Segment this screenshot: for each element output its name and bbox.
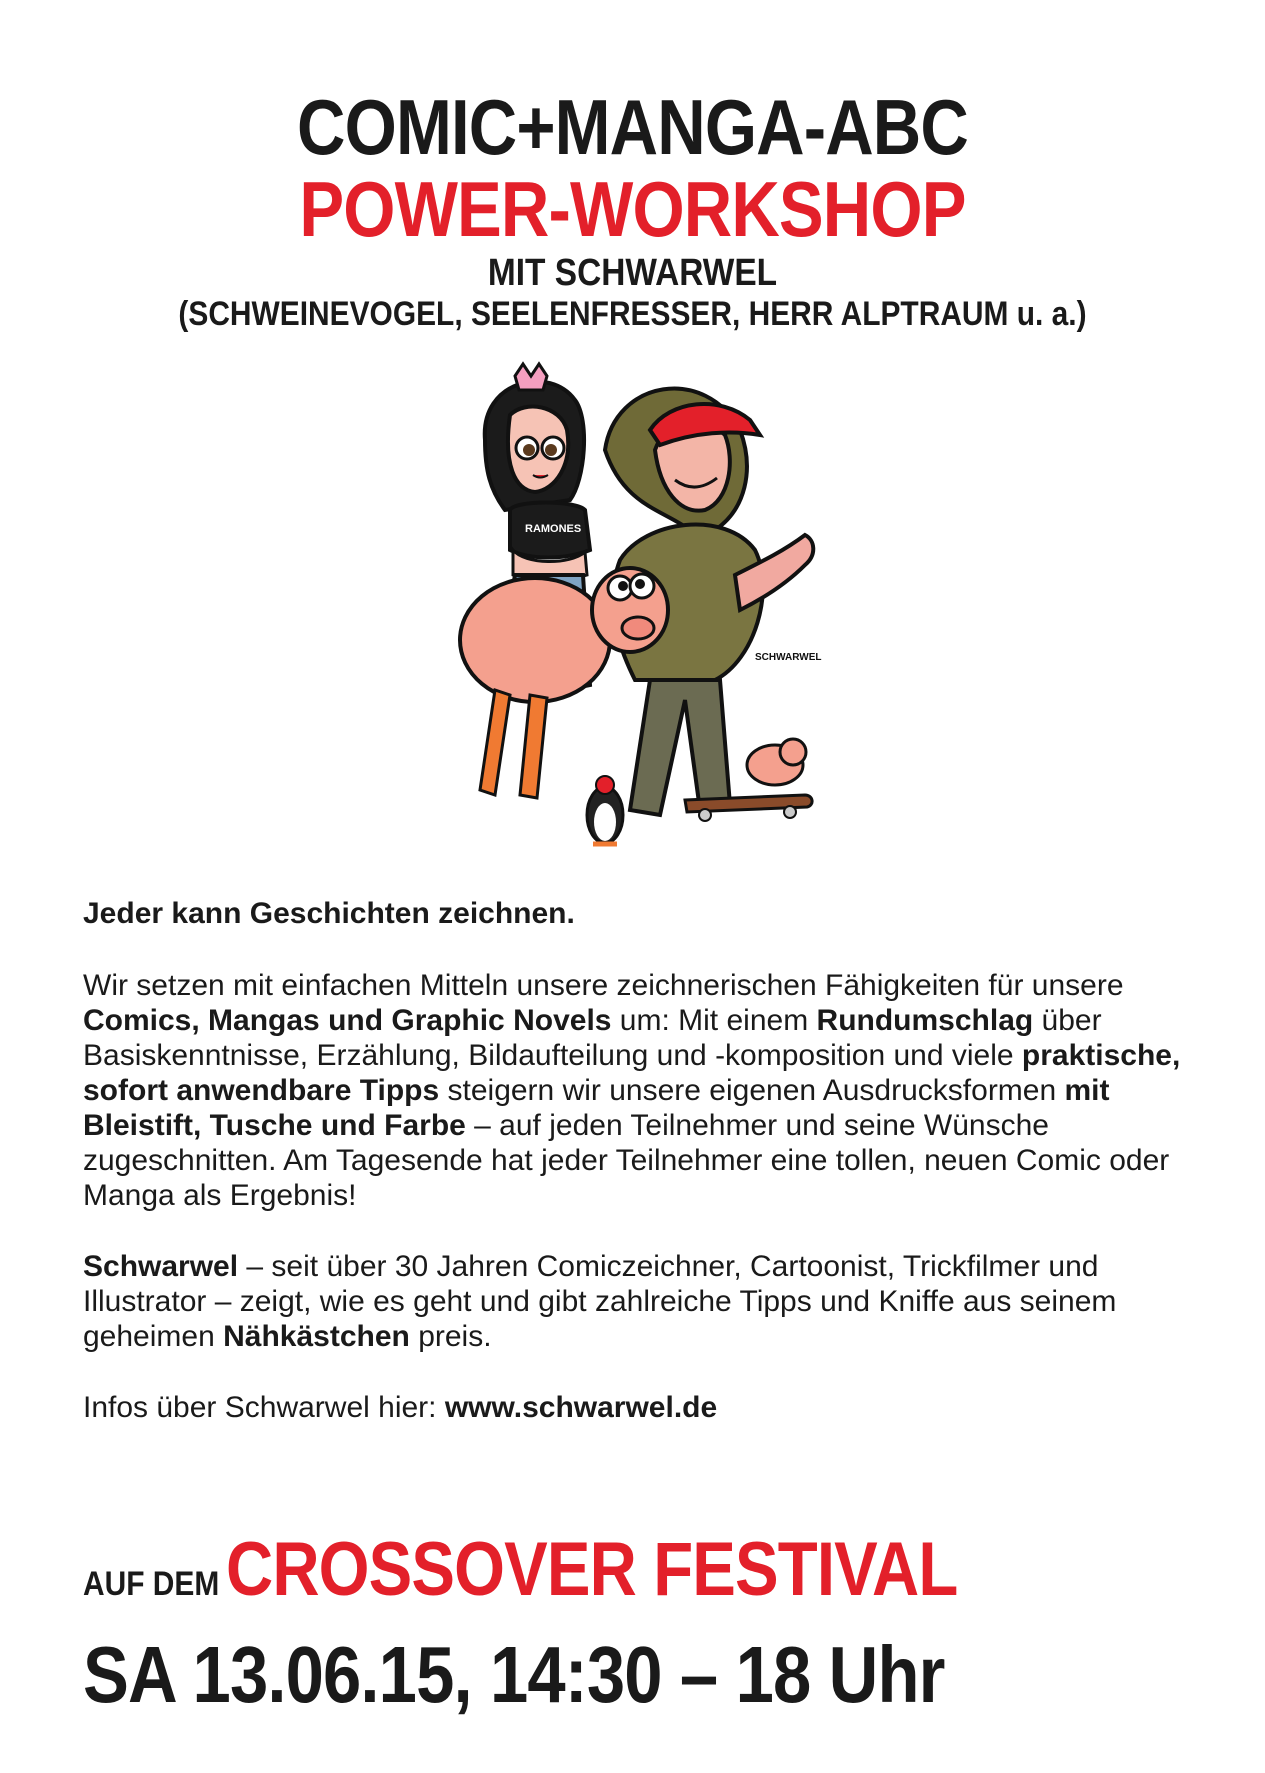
text-span: – seit über 30 Jahren Comiczeichner, Cartoonist, Trickfilmer und Illustrator – zeigt, wie es geht und gibt zahlreiche Tipps und Kniffe aus seinem geheimen bbox=[83, 1250, 1117, 1353]
title-line-2: POWER-WORKSHOP bbox=[299, 165, 966, 253]
text-span: um: Mit einem bbox=[611, 1004, 817, 1037]
bold-span: Nähkästchen bbox=[223, 1320, 410, 1353]
small-pig-character bbox=[747, 739, 806, 785]
shirt-text: RAMONES bbox=[525, 523, 582, 535]
bold-span: Rundumschlag bbox=[816, 1004, 1034, 1037]
bold-span: mit Bleistift, Tusche und Farbe bbox=[83, 1074, 1110, 1142]
bold-span: praktische, sofort anwendbare Tipps bbox=[83, 1039, 1181, 1107]
text-span: – auf jeden Teilnehmer und seine Wünsche zugeschnitten. Am Tagesende hat jeder Teilnehmer eine tollen, neuen Comic oder Manga als Ergebnis! bbox=[83, 1109, 1170, 1212]
subtitle-line-1: MIT SCHWARWEL bbox=[487, 252, 778, 294]
event-line bbox=[83, 1528, 1203, 1633]
body-text bbox=[83, 896, 1193, 1461]
event-date-time: SA 13.06.15, 14:30 – 18 Uhr bbox=[83, 1630, 945, 1719]
text-span: Wir setzen mit einfachen Mitteln unsere zeichnerischen Fähigkeiten für unsere bbox=[83, 969, 1124, 1002]
event-footer bbox=[83, 1528, 1203, 1717]
bold-span: Comics, Mangas und Graphic Novels bbox=[83, 1004, 612, 1037]
lead-sentence: Jeder kann Geschichten zeichnen. bbox=[83, 897, 575, 930]
skateboard bbox=[685, 795, 812, 821]
festival-name: CROSSOVER FESTIVAL bbox=[226, 1527, 958, 1612]
text-span: preis. bbox=[409, 1320, 492, 1353]
bold-span: Schwarwel bbox=[83, 1250, 239, 1283]
event-prefix: AUF DEM bbox=[83, 1565, 220, 1603]
website-link[interactable]: www.schwarwel.de bbox=[444, 1391, 718, 1424]
paragraph-schwarwel bbox=[83, 1249, 1193, 1354]
text-span: steigern wir unsere eigenen Ausdrucksformen bbox=[439, 1074, 1065, 1107]
comic-characters-illustration bbox=[455, 360, 825, 860]
text-span: Infos über Schwarwel hier: bbox=[83, 1391, 445, 1424]
penguin-character bbox=[587, 776, 623, 844]
text-span: über Basiskenntnisse, Erzählung, Bildaufteilung und -komposition und viele bbox=[83, 1004, 1102, 1072]
artist-signature: SCHWARWEL bbox=[755, 652, 822, 663]
paragraph-workshop bbox=[83, 968, 1193, 1213]
subtitle-line-2: (SCHWEINEVOGEL, SEELENFRESSER, HERR ALPTRAUM u. a.) bbox=[178, 295, 1087, 333]
paragraph-info bbox=[83, 1390, 1193, 1425]
header bbox=[0, 83, 1265, 334]
title-line-1: COMIC+MANGA-ABC bbox=[297, 83, 968, 171]
